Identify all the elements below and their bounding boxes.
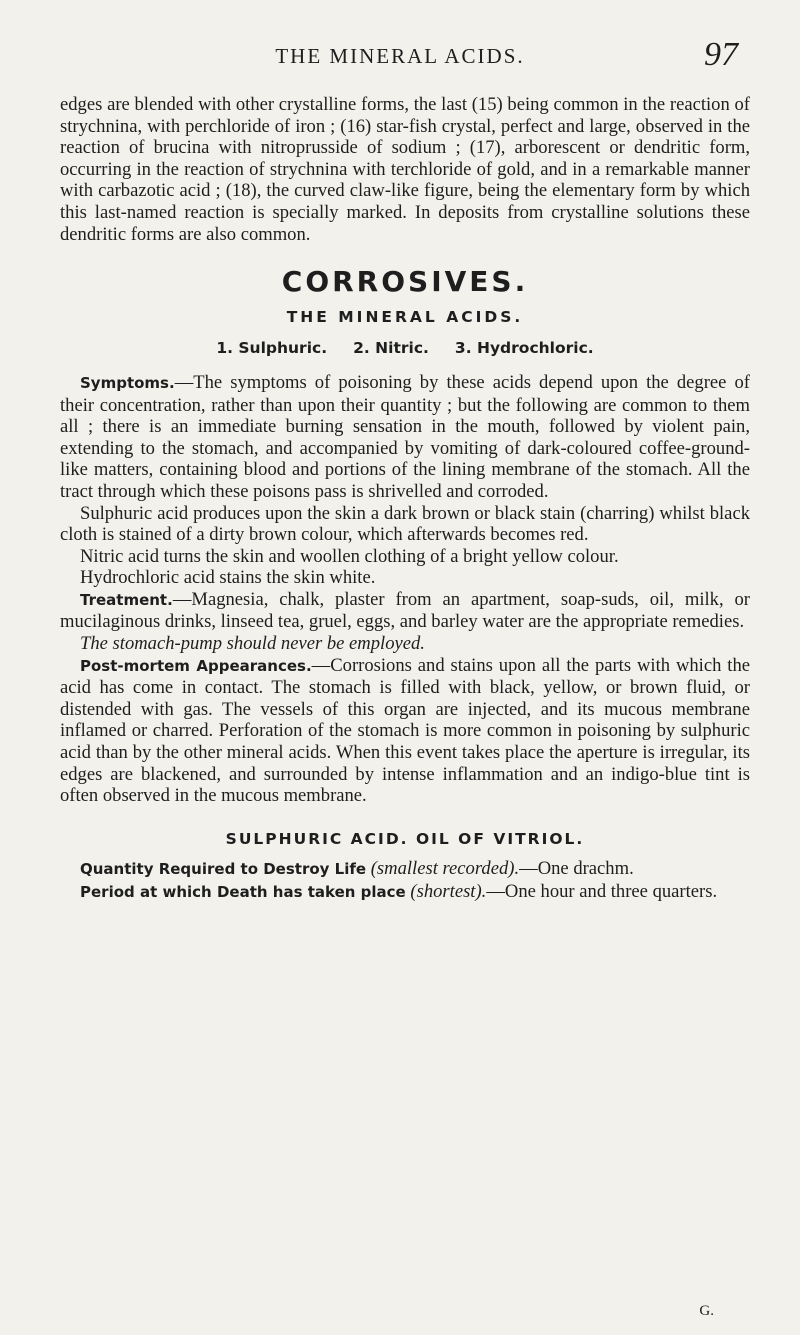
- quantity-value: —One drachm.: [519, 858, 634, 880]
- period-label: Period at which Death has taken place: [80, 883, 406, 901]
- nitric-stain-paragraph: Nitric acid turns the skin and woollen clothing of a bright yellow colour.: [80, 545, 619, 567]
- post-mortem-paragraph: [60, 655, 750, 807]
- running-head: THE MINERAL ACIDS.: [275, 44, 525, 68]
- hydrochloric-stain-paragraph: Hydrochloric acid stains the skin white.: [80, 567, 376, 589]
- acid-item-hydrochloric: 3. Hydrochloric.: [454, 339, 594, 358]
- treatment-text: —Magnesia, chalk, plaster from an apartment, soap-suds, oil, milk, or mucilaginous drinks, linseed tea, gruel, eggs, and barley water are the appropriate remedies.: [60, 588, 750, 633]
- page-number: 97: [704, 36, 738, 73]
- treatment-label: Treatment.: [80, 590, 173, 609]
- acid-list: [60, 338, 750, 360]
- signature-mark: G.: [699, 1303, 714, 1319]
- treatment-paragraph: [60, 589, 750, 633]
- treatment-warning: The stomach-pump should never be employed.: [80, 633, 425, 655]
- period-paragraph: [60, 881, 750, 904]
- acid-item-nitric: 2. Nitric.: [353, 339, 429, 358]
- post-mortem-label: Post-mortem Appearances.: [80, 656, 312, 675]
- symptoms-paragraph: [60, 372, 750, 503]
- period-note: (shortest).: [410, 881, 487, 902]
- quantity-note: (smallest recorded).: [370, 858, 520, 880]
- symptoms-text: —The symptoms of poisoning by these acids depend upon the degree of their concentration, rather than upon their quantity ; but the following are common to them all ; there is an immediate burning sensation in the mouth, followed by violent pain, extending to the stomach, and accompanied by vomiting of dark-coloured coffee-ground-like matters, containing blood and portions of the lining membrane of the stomach. All the tract through which these poisons pass is shrivelled and corroded.: [60, 371, 750, 502]
- quantity-paragraph: [60, 858, 750, 881]
- section-title: CORROSIVES.: [281, 265, 529, 299]
- acid-item-sulphuric: 1. Sulphuric.: [216, 339, 328, 358]
- quantity-label: Quantity Required to Destroy Life: [80, 860, 367, 879]
- period-value: —One hour and three quarters.: [486, 881, 718, 902]
- body-text: [60, 94, 750, 904]
- sulphuric-stain-paragraph: Sulphuric acid produces upon the skin a dark brown or black stain (charring) whilst black cloth is stained of a dirty brown colour, which afterwards becomes red.: [60, 502, 750, 546]
- post-mortem-text: —Corrosions and stains upon all the parts with which the acid has come in contact. The stomach is filled with black, yellow, or brown fluid, or distended with gas. The vessels of this organ are injected, and its mucous membrane inflamed or charred. Perforation of the stomach is more common in poisoning by sulphuric acid than by the other mineral acids. When this event takes place the aperture is irregular, its edges are blackened, and surrounded by intense inflammation and an indigo-blue tint is often observed in the mucous membrane.: [60, 654, 750, 807]
- intro-paragraph: edges are blended with other crystalline forms, the last (15) being common in the reaction of strychnina, with perchloride of iron ; (16) star-fish crystal, perfect and large, observed in the reaction of brucina with nitroprusside of sodium ; (17), arborescent or dendritic form, occurring in the reaction of strychnina with terchloride of gold, and in a remarkable manner with carbazotic acid ; (18), the curved claw-like figure, being the elementary form by which this last-named reaction is specially marked. In deposits from crystalline solutions these dendritic forms are also common.: [60, 94, 750, 245]
- symptoms-label: Symptoms.: [80, 373, 175, 392]
- subsection-title: THE MINERAL ACIDS.: [286, 307, 524, 326]
- sulphuric-acid-title: SULPHURIC ACID. OIL OF VITRIOL.: [225, 829, 585, 848]
